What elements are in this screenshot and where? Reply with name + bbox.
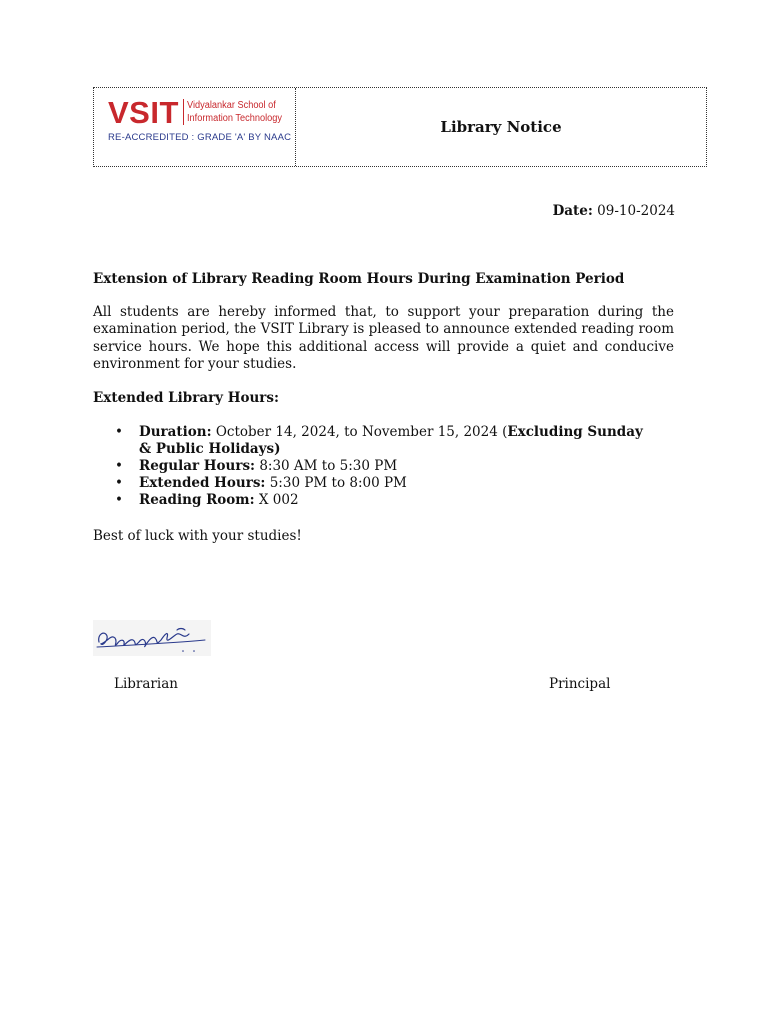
librarian-signature (93, 620, 211, 656)
list-item-duration (93, 424, 653, 458)
bullet-icon: • (115, 492, 123, 508)
date-value: 09-10-2024 (597, 203, 675, 219)
notice-title: Library Notice (440, 118, 562, 136)
reading-room-value: X 002 (254, 492, 299, 508)
duration-exclusion-note: Excluding Sunday & Public Holidays) (139, 424, 643, 457)
extended-hours-value: 5:30 PM to 8:00 PM (265, 475, 407, 491)
header-table (93, 87, 707, 167)
duration-value: October 14, 2024, to November 15, 2024 ( (211, 424, 508, 440)
hours-heading: Extended Library Hours: (93, 390, 279, 406)
bullet-icon: • (115, 424, 123, 440)
reading-room-label: Reading Room: (139, 492, 255, 508)
closing-line: Best of luck with your studies! (93, 528, 302, 544)
bullet-icon: • (115, 458, 123, 474)
regular-hours-label: Regular Hours: (139, 458, 256, 474)
extended-hours-label: Extended Hours: (139, 475, 266, 491)
date-label: Date: (552, 203, 593, 219)
vsit-logo (108, 96, 290, 130)
notice-subject: Extension of Library Reading Room Hours During Examination Period (93, 271, 625, 287)
date-line (553, 203, 675, 219)
duration-label: Duration: (139, 424, 212, 440)
notice-body: All students are hereby informed that, to support your preparation during the examination period, the VSIT Library is pleased to announce extended reading room service hours. We hope this additional access will provide a quiet and conducive environment for your studies. (93, 304, 674, 372)
bullet-icon: • (115, 475, 123, 491)
logo-name-line-1: Vidyalankar School of (186, 100, 276, 111)
logo-institute-name (183, 99, 290, 125)
logo-cell (94, 88, 296, 166)
regular-hours-value: 8:30 AM to 5:30 PM (255, 458, 398, 474)
list-item-regular-hours (93, 458, 653, 475)
principal-label: Principal (549, 676, 611, 692)
logo-accreditation: RE-ACCREDITED : GRADE 'A' BY NAAC (108, 132, 292, 143)
list-item-extended-hours (93, 475, 653, 492)
logo-name-line-2: Information Technology (186, 113, 282, 124)
hours-list (93, 424, 653, 509)
list-item-reading-room (93, 492, 653, 509)
title-cell (296, 88, 706, 166)
librarian-label: Librarian (114, 676, 178, 692)
logo-wordmark: VSIT (108, 95, 179, 130)
signature-scribble-icon (93, 620, 211, 656)
